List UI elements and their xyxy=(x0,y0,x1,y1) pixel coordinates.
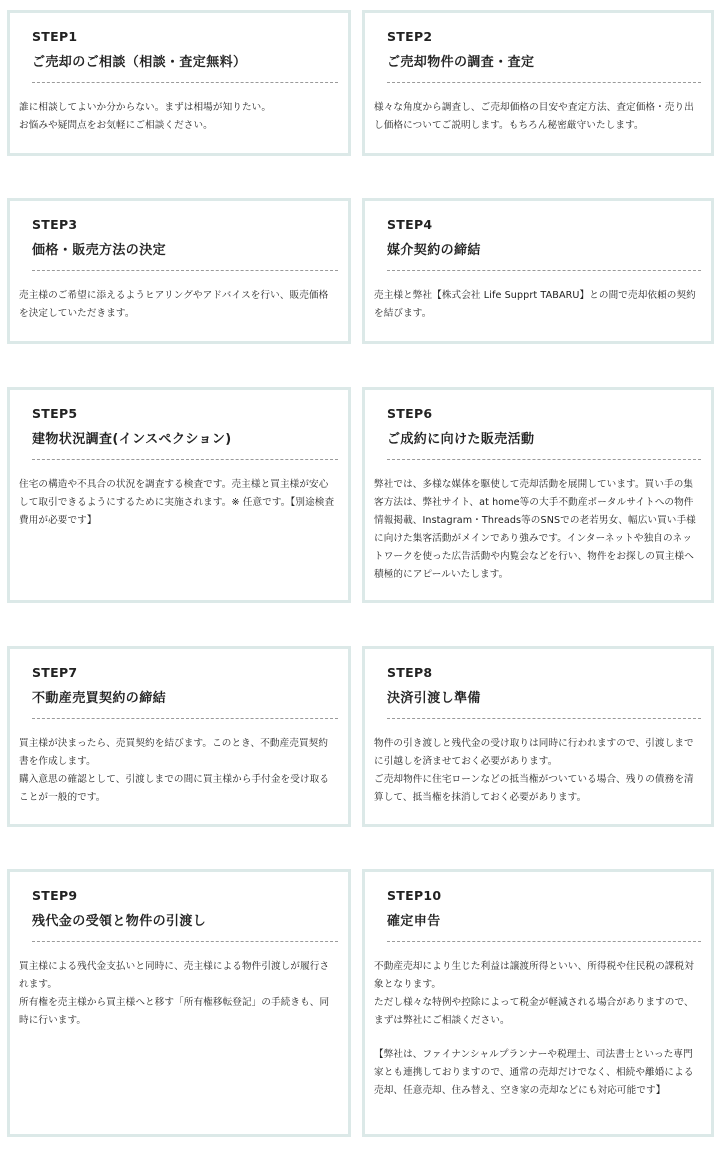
step-description xyxy=(19,958,336,1030)
dashed-divider xyxy=(387,270,701,271)
step-card xyxy=(362,198,714,344)
dashed-divider xyxy=(387,941,701,942)
step-description xyxy=(19,476,336,530)
step-paragraph: 売主様のご希望に添えるようヒアリングやアドバイスを行い、販売価格を決定していただきます。 xyxy=(19,290,329,319)
step-card xyxy=(362,387,714,603)
step-paragraph: 弊社では、多様な媒体を駆使して売却活動を展開しています。買い手の集客方法は、弊社サイト、at home等の大手不動産ポータルサイトへの物件情報掲載、Instagram・Threads等のSNSでの老若男女、幅広い買い手様に向けた集客活動がメインであり強みです。インターネットや独自のネットワークを使った広告活動や内覧会などを行い、物件をお探しの買主様へ積極的にアピールいたします。 xyxy=(374,479,696,580)
step-number: STEP1 xyxy=(32,29,78,44)
dashed-divider xyxy=(32,459,338,460)
step-title: ご売却物件の調査・査定 xyxy=(387,55,535,70)
step-number: STEP2 xyxy=(387,29,433,44)
step-card xyxy=(362,10,714,156)
step-description xyxy=(374,735,699,807)
step-description xyxy=(19,287,336,323)
step-card xyxy=(362,646,714,827)
step-title: 不動産売買契約の締結 xyxy=(32,691,167,706)
step-number: STEP10 xyxy=(387,888,442,903)
step-description xyxy=(19,99,336,135)
step-paragraph: 売主様と弊社【株式会社 Life Supprt TABARU】との間で売却依頼の契約を結びます。 xyxy=(374,290,696,319)
step-number: STEP8 xyxy=(387,665,433,680)
step-card xyxy=(362,869,714,1137)
step-number: STEP7 xyxy=(32,665,78,680)
step-title: 残代金の受領と物件の引渡し xyxy=(32,914,207,929)
step-title: 媒介契約の締結 xyxy=(387,243,481,258)
step-card xyxy=(7,869,351,1137)
step-paragraph: 不動産売却により生じた利益は譲渡所得といい、所得税や住民税の課税対象となります。 ただし様々な特例や控除によって税金が軽減される場合がありますので、まずは弊社にご相談ください。 xyxy=(374,961,694,1026)
step-number: STEP5 xyxy=(32,406,78,421)
step-description xyxy=(374,287,699,323)
step-description xyxy=(19,735,336,807)
step-description xyxy=(374,476,699,584)
step-card xyxy=(7,387,351,603)
step-paragraph: 【弊社は、ファイナンシャルプランナーや税理士、司法書士といった専門家とも連携しておりますので、通常の売却だけでなく、相続や離婚による売却、任意売却、住み替え、空き家の売却などにも対応可能です】 xyxy=(374,1049,694,1096)
dashed-divider xyxy=(32,718,338,719)
step-title: 決済引渡し準備 xyxy=(387,691,481,706)
step-card xyxy=(7,198,351,344)
step-number: STEP9 xyxy=(32,888,78,903)
step-title: ご成約に向けた販売活動 xyxy=(387,432,535,447)
step-number: STEP4 xyxy=(387,217,433,232)
step-paragraph: 買主様による残代金支払いと同時に、売主様による物件引渡しが履行されます。 所有権を売主様から買主様へと移す「所有権移転登記」の手続きも、同時に行います。 xyxy=(19,961,330,1026)
step-paragraph: 誰に相談してよいか分からない。まずは相場が知りたい。 お悩みや疑問点をお気軽にご相談ください。 xyxy=(19,102,272,131)
step-paragraph: 買主様が決まったら、売買契約を結びます。このとき、不動産売買契約書を作成します。 購入意思の確認として、引渡しまでの間に買主様から手付金を受け取ることが一般的です。 xyxy=(19,738,330,803)
step-title: 確定申告 xyxy=(387,914,441,929)
dashed-divider xyxy=(387,459,701,460)
step-title: 建物状況調査(インスペクション) xyxy=(32,432,232,447)
step-description xyxy=(374,958,699,1100)
step-title: ご売却のご相談（相談・査定無料） xyxy=(32,55,247,70)
step-title: 価格・販売方法の決定 xyxy=(32,243,167,258)
step-number: STEP6 xyxy=(387,406,433,421)
dashed-divider xyxy=(32,270,338,271)
step-number: STEP3 xyxy=(32,217,78,232)
step-paragraph: 住宅の構造や不具合の状況を調査する検査です。売主様と買主様が安心して取引できるようにするために実施されます。※ 任意です。【別途検査費用が必要です】 xyxy=(19,479,335,526)
dashed-divider xyxy=(32,82,338,83)
step-description xyxy=(374,99,699,135)
dashed-divider xyxy=(32,941,338,942)
step-paragraph: 物件の引き渡しと残代金の受け取りは同時に行われますので、引渡しまでに引越しを済ませておく必要があります。 ご売却物件に住宅ローンなどの抵当権がついている場合、残りの債務を清算して、抵当権を抹消しておく必要があります。 xyxy=(374,738,694,803)
step-card xyxy=(7,10,351,156)
dashed-divider xyxy=(387,718,701,719)
step-card xyxy=(7,646,351,827)
step-paragraph: 様々な角度から調査し、ご売却価格の目安や査定方法、査定価格・売り出し価格についてご説明します。もちろん秘密厳守いたします。 xyxy=(374,102,694,131)
dashed-divider xyxy=(387,82,701,83)
